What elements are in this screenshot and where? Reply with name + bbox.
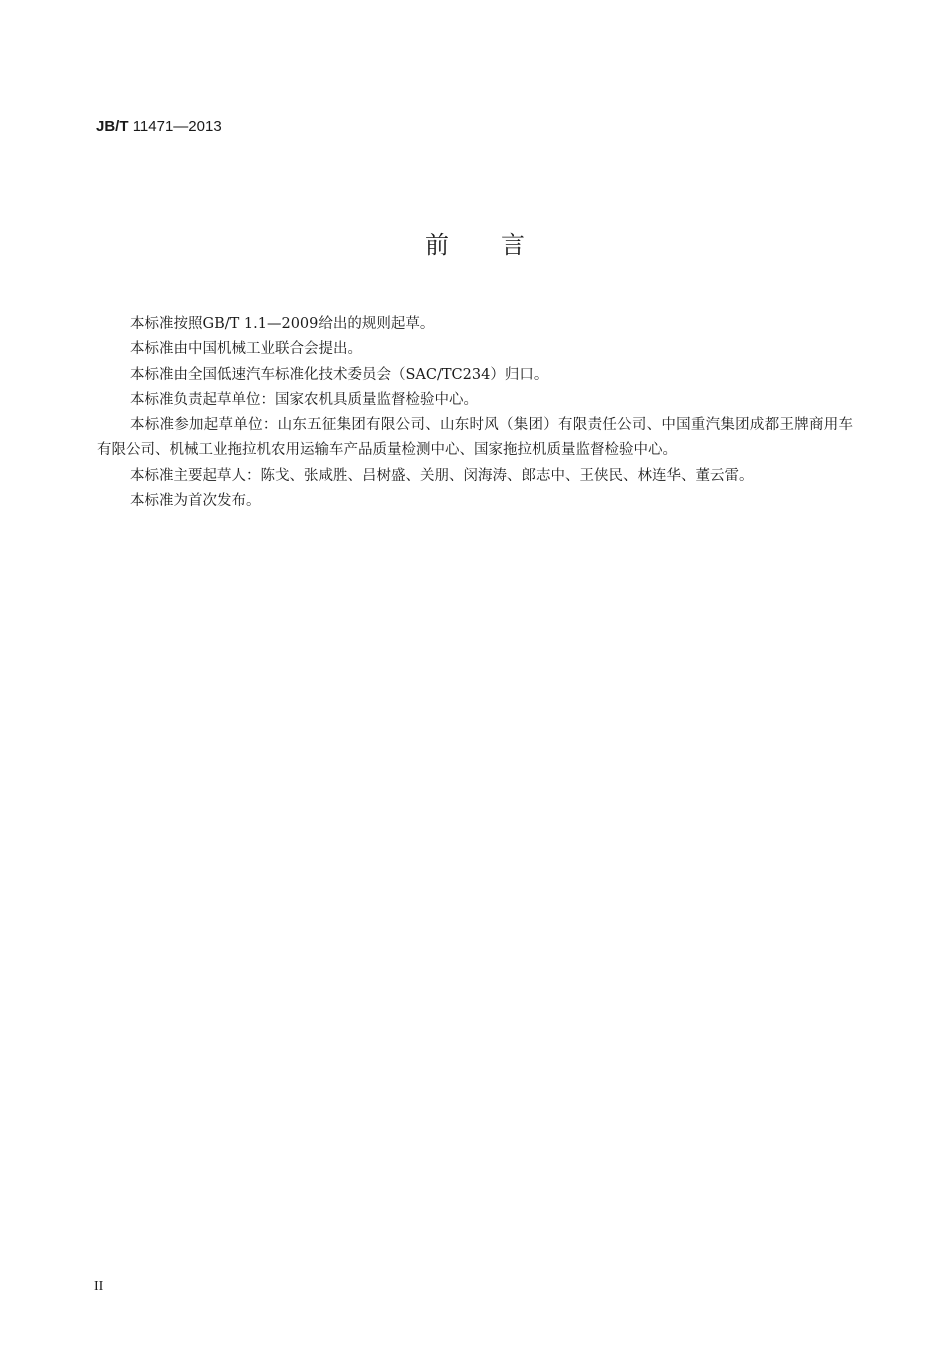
paragraph-committee: 本标准由全国低速汽车标准化技术委员会（SAC/TC234）归口。 bbox=[130, 366, 549, 383]
paragraph-main-drafters: 本标准主要起草人：陈戈、张咸胜、吕树盛、关朋、闵海涛、郎志中、王侠民、林连华、董云雷。 bbox=[130, 467, 754, 484]
paragraph-lead-drafter: 本标准负责起草单位：国家农机具质量监督检验中心。 bbox=[130, 391, 478, 408]
standard-code-prefix: JB/T bbox=[96, 118, 129, 135]
page-number: II bbox=[94, 1279, 104, 1294]
standard-code-number: 11471—2013 bbox=[132, 118, 222, 135]
page-title: 前言 bbox=[425, 231, 577, 259]
standard-code bbox=[96, 118, 222, 135]
paragraph-participating-drafters: 本标准参加起草单位：山东五征集团有限公司、山东时风（集团）有限责任公司、中国重汽集团成都王牌商用车有限公司、机械工业拖拉机农用运输车产品质量检测中心、国家拖拉机质量监督检验中心。 bbox=[97, 417, 853, 459]
paragraph-drafting-rules: 本标准按照GB/T 1.1—2009给出的规则起草。 bbox=[130, 316, 435, 332]
paragraph-first-release: 本标准为首次发布。 bbox=[130, 493, 261, 510]
foreword-body bbox=[97, 312, 853, 514]
paragraph-proposer: 本标准由中国机械工业联合会提出。 bbox=[130, 341, 362, 358]
